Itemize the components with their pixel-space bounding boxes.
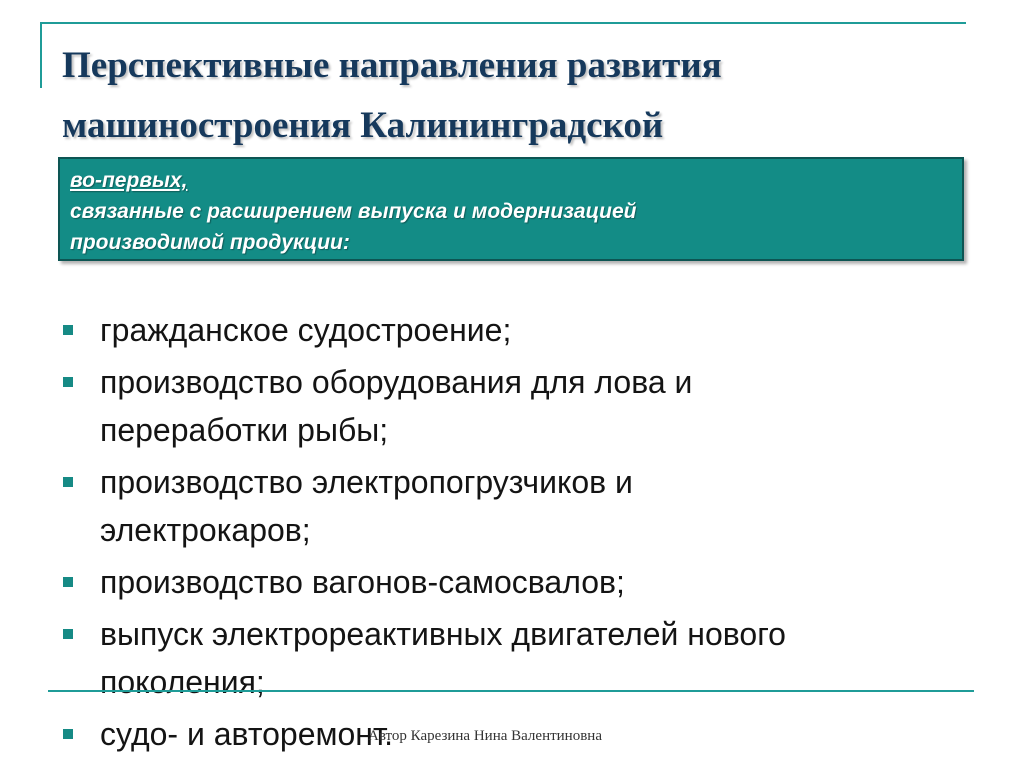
top-divider xyxy=(40,22,966,24)
square-bullet-icon xyxy=(63,477,73,487)
list-item-text: поколения; xyxy=(100,664,265,700)
list-item-text: гражданское судостроение; xyxy=(100,312,512,348)
title-line-1: Перспективные направления развития xyxy=(62,45,722,86)
slide-title xyxy=(62,36,962,156)
list-item xyxy=(62,458,962,554)
highlight-first: во-первых, xyxy=(70,169,188,192)
square-bullet-icon xyxy=(63,629,73,639)
highlight-line-2: производимой продукции: xyxy=(70,231,350,254)
list-item xyxy=(62,358,962,454)
bottom-divider xyxy=(48,690,974,692)
left-divider xyxy=(40,22,42,88)
square-bullet-icon xyxy=(63,377,73,387)
title-line-2: машиностроения Калининградской xyxy=(62,105,664,146)
highlight-line-1: связанные с расширением выпуска и модернизацией xyxy=(70,200,637,223)
list-item-text: электрокаров; xyxy=(100,512,311,548)
square-bullet-icon xyxy=(63,577,73,587)
list-item-text: выпуск электрореактивных двигателей нового xyxy=(100,616,786,652)
bullet-list xyxy=(62,306,962,762)
square-bullet-icon xyxy=(63,325,73,335)
footer-author: Автор Карезина Нина Валентиновна xyxy=(368,728,602,744)
square-bullet-icon xyxy=(63,729,73,739)
list-item-text: производство оборудования для лова и xyxy=(100,364,693,400)
list-item-text: производство электропогрузчиков и xyxy=(100,464,633,500)
list-item xyxy=(62,306,962,354)
list-item-text: судо- и авторемонт. xyxy=(100,716,393,752)
list-item-text: переработки рыбы; xyxy=(100,412,389,448)
list-item-text: производство вагонов-самосвалов; xyxy=(100,564,625,600)
highlight-box xyxy=(58,157,964,261)
list-item xyxy=(62,558,962,606)
